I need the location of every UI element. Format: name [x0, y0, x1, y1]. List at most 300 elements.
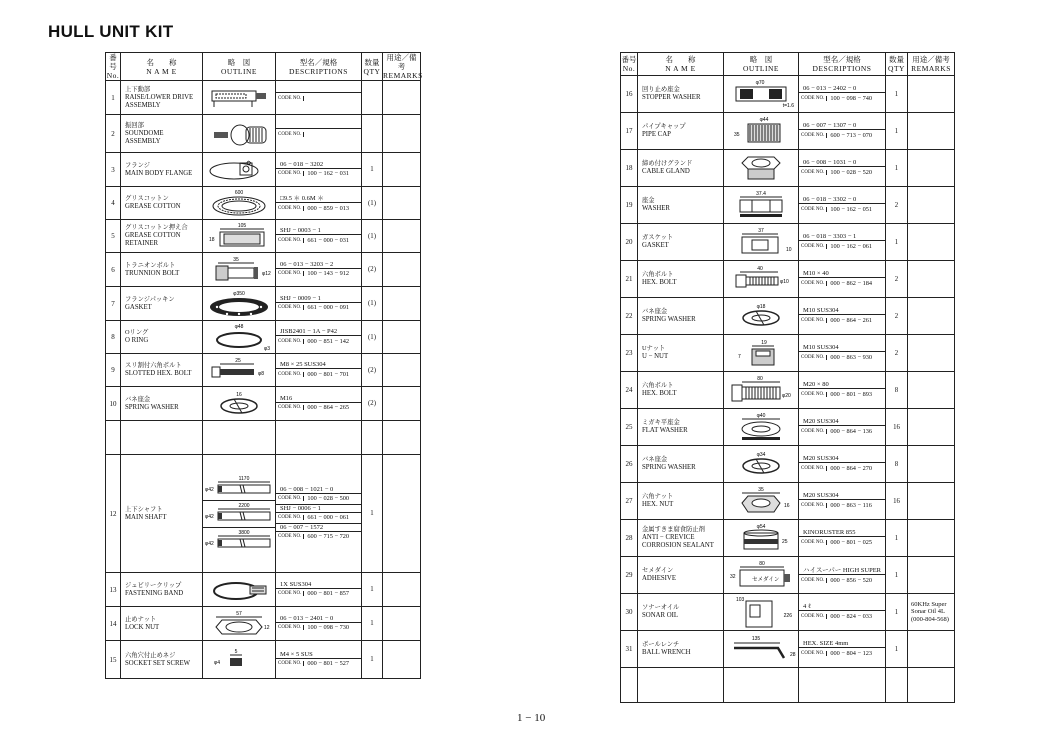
item-name-en: CABLE GLAND — [642, 168, 690, 175]
item-description — [799, 298, 886, 335]
item-qty: 16 — [886, 483, 908, 520]
item-number: 14 — [106, 607, 121, 641]
table-row — [106, 287, 421, 321]
description-text: 06 − 008 − 1031 − 0 — [803, 159, 857, 166]
description-text: M4 × 5 SUS — [280, 650, 313, 658]
item-outline — [724, 187, 799, 224]
description-text: M10 SUS304 — [803, 344, 839, 351]
outline-drawing — [726, 595, 796, 629]
item-name-en: WASHER — [642, 205, 670, 212]
item-name-jp: パイプキャップ — [642, 123, 686, 130]
dimension-label: 10 — [786, 247, 792, 253]
item-name-en: GREASE COTTON — [125, 203, 181, 210]
item-name-en: TRUNNION BOLT — [125, 269, 180, 277]
outline-drawing — [728, 190, 794, 220]
item-name-en: GASKET — [642, 242, 669, 249]
item-remarks — [908, 187, 955, 224]
item-remarks — [383, 115, 421, 153]
item-number: 16 — [621, 76, 638, 113]
parts-table-right — [620, 52, 955, 703]
item-name — [121, 607, 203, 641]
item-name — [121, 321, 203, 354]
header-remarks: 用途／備考 REMARKS — [383, 53, 423, 80]
code-number: CODE NO. — [276, 92, 361, 103]
outline-drawing — [728, 339, 794, 367]
item-description — [276, 187, 362, 220]
code-number: CODE NO. 000 − 864 − 270 — [799, 462, 885, 473]
item-name-jp: バネ座金 — [642, 456, 668, 463]
item-remarks — [383, 321, 421, 354]
item-description — [276, 287, 362, 321]
item-remarks — [908, 520, 955, 557]
item-qty: (1) — [362, 187, 383, 220]
dimension-label: 57 — [236, 610, 242, 617]
dimension-label: 12 — [264, 624, 270, 631]
outline-drawing — [728, 412, 794, 442]
item-name-jp: バネ座金 — [642, 308, 668, 315]
item-description — [799, 520, 886, 557]
dimension-label: φ34 — [756, 452, 766, 458]
table-header-row — [621, 53, 955, 76]
item-name — [121, 187, 203, 220]
item-qty: 1 — [362, 641, 383, 679]
table-header-row — [106, 53, 421, 81]
item-name-en: HEX. NUT — [642, 501, 674, 508]
code-number: CODE NO. 000 − 856 − 520 — [799, 574, 885, 585]
dimension-label: 37.4 — [756, 191, 766, 197]
item-remarks: 60KHz Super Sonar Oil 4L (000-804-568) — [908, 594, 955, 631]
item-outline — [203, 287, 276, 321]
dimension-label: 28 — [790, 652, 796, 658]
item-name-en: U − NUT — [642, 353, 669, 360]
item-name — [638, 113, 724, 150]
code-number: CODE NO. 000 − 801 − 893 — [799, 388, 885, 399]
table-row — [621, 594, 955, 631]
outline-drawing — [726, 560, 796, 590]
item-name — [121, 387, 203, 421]
item-name-jp: ガスケット — [642, 234, 674, 241]
item-name-jp: フランジ — [125, 161, 151, 169]
item-description — [276, 81, 362, 115]
item-outline — [203, 641, 276, 679]
item-name — [121, 81, 203, 115]
code-number: CODE NO. 661 − 000 − 061 — [276, 512, 361, 523]
empty-row — [106, 421, 421, 455]
dimension-label: 35 — [758, 487, 764, 493]
outline-drawing — [204, 501, 274, 527]
page-number: 1 − 10 — [517, 712, 546, 724]
dimension-label: φ3 — [264, 346, 271, 351]
item-name-jp: グリスコットン — [125, 195, 169, 202]
item-qty: 1 — [886, 631, 908, 668]
item-outline — [724, 150, 799, 187]
dimension-label: φ70 — [755, 80, 765, 86]
item-name-jp: ミガキ平座金 — [642, 419, 680, 426]
item-name-jp: 六角ボルト — [642, 271, 674, 278]
outline-drawing — [206, 290, 272, 318]
table-row — [106, 321, 421, 354]
item-number: 7 — [106, 287, 121, 321]
item-remarks — [908, 446, 955, 483]
table-row — [106, 354, 421, 387]
description-text: SHJ − 0009 − 1 — [280, 294, 321, 302]
item-remarks — [383, 641, 421, 679]
code-number: CODE NO. 000 − 862 − 184 — [799, 277, 885, 288]
item-name-en: SPRING WASHER — [642, 464, 696, 471]
description-text: M10 × 40 — [803, 270, 829, 277]
item-description — [799, 224, 886, 261]
item-remarks — [908, 113, 955, 150]
item-number: 9 — [106, 354, 121, 387]
item-name — [638, 631, 724, 668]
item-qty: 8 — [886, 446, 908, 483]
header-remarks: 用途／備考 REMARKS — [908, 53, 955, 76]
item-number: 23 — [621, 335, 638, 372]
header-descriptions: 型名／規格 DESCRIPTIONS — [276, 53, 362, 81]
item-remarks — [908, 335, 955, 372]
dimension-label: φ20 — [782, 393, 791, 399]
outline-drawing — [728, 265, 794, 293]
item-description — [276, 641, 362, 679]
item-outline — [203, 153, 276, 187]
header-name: 名 称 N A M E — [121, 53, 203, 81]
item-number: 20 — [621, 224, 638, 261]
item-name-en: FASTENING BAND — [125, 589, 184, 597]
table-row — [621, 446, 955, 483]
dimension-label: 600 — [234, 190, 244, 196]
item-outline — [724, 483, 799, 520]
outline-drawing — [726, 375, 796, 405]
item-name — [121, 354, 203, 387]
item-remarks — [908, 557, 955, 594]
item-number: 13 — [106, 573, 121, 607]
outline-drawing — [206, 157, 272, 183]
outline-subrow — [203, 474, 275, 501]
description-text: 06 − 007 − 1307 − 0 — [803, 122, 857, 129]
item-description — [799, 409, 886, 446]
item-remarks — [908, 298, 955, 335]
table-row — [106, 115, 421, 153]
parts-table-left — [105, 52, 421, 679]
item-name — [121, 287, 203, 321]
item-qty: 1 — [886, 594, 908, 631]
item-qty — [362, 81, 383, 115]
table-row — [621, 631, 955, 668]
item-description — [276, 220, 362, 253]
outline-drawing — [206, 647, 272, 673]
item-description — [276, 321, 362, 354]
item-number: 18 — [621, 150, 638, 187]
table-row — [621, 150, 955, 187]
item-description — [276, 573, 362, 607]
item-outline — [203, 321, 276, 354]
item-name-jp: 座金 — [642, 197, 655, 204]
outline-drawing — [728, 303, 794, 329]
item-name-en: FLAT WASHER — [642, 427, 688, 434]
item-remarks — [908, 76, 955, 113]
header-no: 番号 No. — [621, 53, 638, 76]
item-name-en: SLOTTED HEX. BOLT — [125, 370, 192, 377]
item-name — [638, 483, 724, 520]
dimension-label: φ48 — [234, 324, 244, 330]
code-number: CODE NO. 000 − 864 − 265 — [276, 402, 361, 413]
code-number: CODE NO. 000 − 863 − 930 — [799, 351, 885, 362]
outline-drawing — [206, 222, 272, 250]
item-number: 31 — [621, 631, 638, 668]
table-row — [621, 409, 955, 446]
dimension-label: 16 — [784, 503, 790, 509]
item-outline — [724, 594, 799, 631]
item-number: 10 — [106, 387, 121, 421]
item-name-jp: 六角ナット — [642, 493, 674, 500]
item-remarks — [908, 150, 955, 187]
dimension-label: φ8 — [258, 371, 265, 377]
dimension-label: φ12 — [262, 270, 271, 277]
item-outline — [203, 253, 276, 287]
item-remarks — [908, 409, 955, 446]
item-number: 21 — [621, 261, 638, 298]
outline-drawing — [728, 227, 794, 257]
item-name — [638, 372, 724, 409]
item-remarks — [383, 455, 421, 573]
code-number: CODE NO. — [276, 128, 361, 139]
outline-drawing — [728, 153, 794, 183]
item-remarks — [908, 372, 955, 409]
item-name — [121, 641, 203, 679]
item-name-en: ANTI − CREVICE CORROSION SEALANT — [642, 534, 714, 549]
item-description — [799, 557, 886, 594]
outline-drawing — [726, 634, 796, 664]
dimension-label: 135 — [751, 636, 761, 642]
item-name — [638, 409, 724, 446]
table-row — [106, 153, 421, 187]
item-qty: (1) — [362, 220, 383, 253]
item-name-jp: Uナット — [642, 345, 666, 352]
item-description — [276, 387, 362, 421]
outline-drawing — [728, 451, 794, 477]
dimension-label: φ4 — [214, 659, 221, 666]
item-outline — [203, 607, 276, 641]
item-description — [276, 115, 362, 153]
outline-drawing — [728, 486, 794, 516]
item-qty: 1 — [362, 573, 383, 607]
description-text: 4 ℓ — [803, 603, 811, 610]
item-name — [638, 594, 724, 631]
description-text: SHJ − 0006 − 1 — [280, 504, 321, 512]
item-name-jp: ソナーオイル — [642, 604, 680, 611]
code-number: CODE NO. 100 − 162 − 031 — [276, 168, 361, 179]
description-subrow — [276, 505, 361, 524]
table-row — [621, 76, 955, 113]
description-subrow — [276, 524, 361, 542]
outline-drawing — [728, 523, 794, 553]
page-title: HULL UNIT KIT — [48, 22, 174, 41]
item-name-en: SONAR OIL — [642, 612, 679, 619]
item-number: 22 — [621, 298, 638, 335]
code-number: CODE NO. 600 − 713 − 070 — [799, 129, 885, 140]
dimension-label: 226 — [783, 613, 792, 619]
item-name-en: SOUNDOME ASSEMBLY — [125, 129, 164, 145]
item-qty: 1 — [886, 76, 908, 113]
dimension-label: φ44 — [759, 117, 769, 123]
item-description — [799, 483, 886, 520]
item-name-en: GREASE COTTON RETAINER — [125, 232, 181, 247]
item-description — [276, 253, 362, 287]
code-number: CODE NO. 661 − 000 − 091 — [276, 302, 361, 313]
item-outline — [203, 81, 276, 115]
item-remarks — [383, 187, 421, 220]
item-qty: 2 — [886, 187, 908, 224]
code-number: CODE NO. 100 − 143 − 912 — [276, 268, 361, 279]
item-outline — [203, 187, 276, 220]
dimension-label: 18 — [209, 237, 215, 243]
table-row — [106, 573, 421, 607]
item-qty: (2) — [362, 253, 383, 287]
item-qty: 8 — [886, 372, 908, 409]
item-description — [799, 187, 886, 224]
item-name-en: PIPE CAP — [642, 131, 671, 138]
item-qty: (2) — [362, 354, 383, 387]
code-number: CODE NO. 100 − 028 − 500 — [276, 493, 361, 504]
item-name — [638, 150, 724, 187]
description-text: M20 SUS304 — [803, 455, 839, 462]
item-name-en: SPRING WASHER — [125, 403, 179, 411]
dimension-label: φ42 — [205, 513, 214, 520]
outline-drawing — [206, 323, 272, 351]
item-outline — [724, 261, 799, 298]
code-number: CODE NO. 100 − 162 − 061 — [799, 240, 885, 251]
table-row — [106, 187, 421, 220]
item-number: 24 — [621, 372, 638, 409]
outline-drawing — [206, 256, 272, 284]
item-outline — [724, 557, 799, 594]
description-text: JISB2401 − 1A − P42 — [280, 328, 338, 335]
item-name-en: SOCKET SET SCREW — [125, 659, 191, 667]
outline-drawing — [728, 116, 794, 146]
item-number: 25 — [621, 409, 638, 446]
item-name-jp: 回り止め座金 — [642, 86, 680, 93]
item-description — [276, 153, 362, 187]
table-row — [621, 483, 955, 520]
item-remarks — [383, 287, 421, 321]
item-outline — [203, 387, 276, 421]
item-description — [799, 372, 886, 409]
item-remarks — [383, 220, 421, 253]
description-text: 06 − 018 − 3303 − 1 — [803, 233, 857, 240]
dimension-label: 16 — [236, 391, 242, 398]
item-name — [638, 520, 724, 557]
dimension-label: 103 — [736, 597, 745, 603]
item-outline — [724, 113, 799, 150]
item-name-en: GASKET — [125, 303, 152, 311]
item-number: 30 — [621, 594, 638, 631]
item-name-jp: グリスコットン押え合 — [125, 224, 188, 231]
code-number: CODE NO. 000 − 804 − 123 — [799, 647, 885, 658]
dimension-label: 1170 — [238, 475, 250, 482]
item-name-jp: Oリング — [125, 329, 149, 336]
item-qty: 1 — [886, 150, 908, 187]
dimension-label: φ54 — [756, 524, 766, 530]
item-name-jp: 六角ボルト — [642, 382, 674, 389]
code-number: CODE NO. 000 − 864 − 261 — [799, 314, 885, 325]
item-remarks — [383, 607, 421, 641]
item-qty: 1 — [886, 113, 908, 150]
description-text: M10 SUS304 — [803, 307, 839, 314]
outline-drawing — [206, 391, 272, 417]
dimension-label: φ42 — [205, 540, 214, 547]
item-number: 17 — [621, 113, 638, 150]
item-qty: 16 — [886, 409, 908, 446]
code-number: CODE NO. 000 − 863 − 116 — [799, 499, 885, 510]
item-name-jp: フランジパッキン — [125, 295, 175, 303]
item-number: 12 — [106, 455, 121, 573]
table-row — [106, 607, 421, 641]
code-number: CODE NO. 661 − 000 − 031 — [276, 234, 361, 245]
item-remarks — [383, 354, 421, 387]
description-text: M16 — [280, 394, 293, 402]
item-number: 27 — [621, 483, 638, 520]
dimension-label: φ40 — [756, 413, 766, 419]
item-name — [638, 187, 724, 224]
item-qty: 1 — [362, 153, 383, 187]
item-name-jp: ジュビリークリップ — [125, 581, 182, 589]
item-description — [799, 150, 886, 187]
item-name — [638, 446, 724, 483]
header-qty: 数量 QTY — [362, 53, 383, 81]
description-text: 06 − 018 − 3202 — [280, 160, 324, 168]
item-name-en: LOCK NUT — [125, 623, 160, 631]
outline-drawing — [206, 357, 272, 383]
dimension-label: φ350 — [233, 290, 245, 297]
code-number: CODE NO. 000 − 824 − 033 — [799, 610, 885, 621]
item-name-jp: 金属すきま腐食防止剤 — [642, 526, 705, 533]
item-qty: (1) — [362, 287, 383, 321]
table-row — [621, 187, 955, 224]
item-name-en: STOPPER WASHER — [642, 94, 701, 101]
dimension-label: 105 — [237, 223, 247, 229]
dimension-label: 19 — [761, 340, 767, 346]
description-text: 06 − 013 − 3203 − 2 — [280, 260, 334, 268]
item-description — [276, 607, 362, 641]
code-number: CODE NO. 100 − 098 − 730 — [276, 622, 361, 633]
item-outline — [724, 520, 799, 557]
item-number: 26 — [621, 446, 638, 483]
item-name — [638, 298, 724, 335]
description-text: ハイスーパー HIGH SUPER — [803, 567, 882, 574]
header-descriptions: 型名／規格 DESCRIPTIONS — [799, 53, 886, 76]
item-outline — [203, 573, 276, 607]
item-number: 1 — [106, 81, 121, 115]
item-name — [121, 573, 203, 607]
description-text: M20 SUS304 — [803, 418, 839, 425]
item-remarks — [383, 153, 421, 187]
description-text: M8 × 25 SUS304 — [280, 361, 326, 368]
item-number: 29 — [621, 557, 638, 594]
item-remarks — [908, 224, 955, 261]
description-text: M20 × 80 — [803, 381, 829, 388]
item-description — [799, 631, 886, 668]
item-name-en: BALL WRENCH — [642, 649, 691, 656]
item-name-en: O RING — [125, 337, 149, 344]
item-name — [121, 455, 203, 573]
item-name-en: RAISE/LOWER DRIVE ASSEMBLY — [125, 93, 194, 109]
item-qty: 1 — [886, 557, 908, 594]
item-description — [799, 261, 886, 298]
item-outline — [203, 220, 276, 253]
item-name-en: SPRING WASHER — [642, 316, 696, 323]
item-remarks — [908, 483, 955, 520]
item-number: 2 — [106, 115, 121, 153]
